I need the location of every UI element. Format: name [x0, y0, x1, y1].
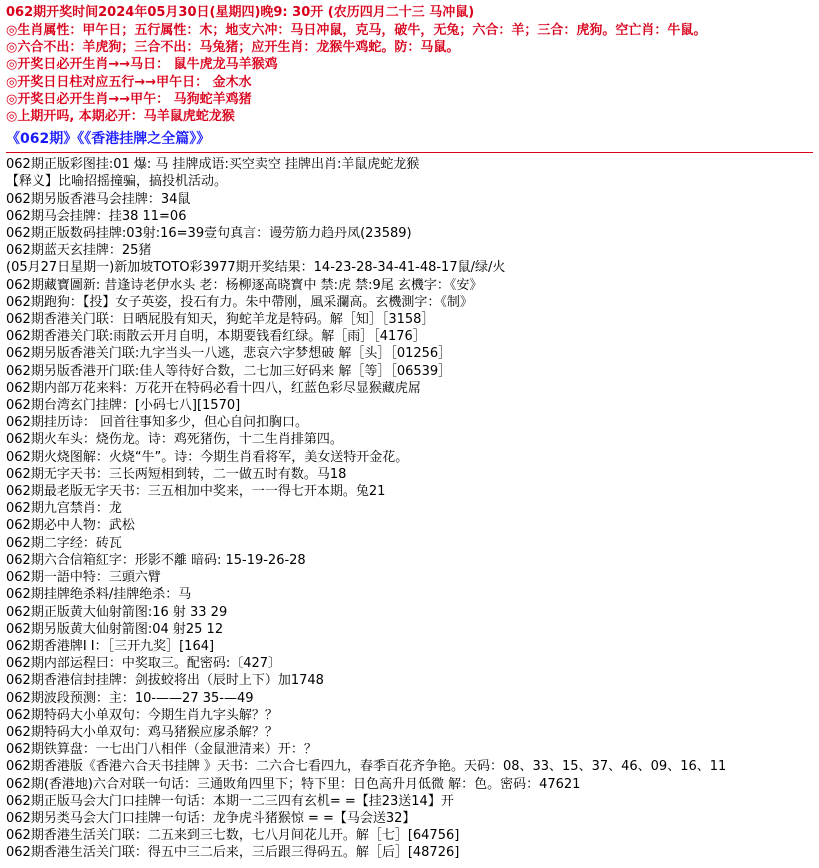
content-row: 062期另版香港关门联:九字当头一八逃，悲哀六字梦想破 解［头］［01256］: [6, 346, 452, 362]
content-row: 062期另类马会大门口挂牌一句话：龙争虎斗猪猴惊 = =【马会送32】: [6, 810, 416, 826]
content-row: 062期(香港地)六合对联一句话：三通敗角四里下；特下里：日色高升月低微 解：色。密码：47621: [6, 776, 581, 792]
content-row: 【释义】比喻招摇撞骗，搞投机活动。: [6, 174, 228, 190]
content-row: 062期蓝天玄挂牌：25猪: [6, 243, 152, 259]
content-row: 062期二字经：砖瓦: [6, 535, 122, 551]
content-row: 062期正版数码挂牌:03射:16=39壹句真言：谩劳筋力趋丹凤(23589): [6, 226, 412, 242]
content-row: 062期另版黄大仙射箭图:04 射25 12: [6, 621, 224, 637]
content-row: 062期台湾玄门挂牌：[小码七八][1570]: [6, 398, 241, 414]
page-title: 《062期》《《香港挂牌之全篇》》: [6, 131, 211, 148]
content-row: 062期六合信箱紅字：形影不離 暗码: 15-19-26-28: [6, 552, 306, 568]
content-row: 062期香港版《香港六合天书挂牌 》天书：二六合七看四九，春季百花齐争艳。天码：08、33、15、37、46、09、16、11: [6, 759, 727, 775]
content-row: 062期另版香港马会挂牌：34鼠: [6, 191, 191, 207]
content-row: 062期铁算盘：一七出门八相伴（金鼠泄清来）开：？: [6, 742, 317, 758]
header-attribute-line-4: ◎开奖日日柱对应五行→→甲午日： 金木水: [6, 74, 252, 90]
content-row: 062期无字天书：三长两短相到转，二一做五时有数。马18: [6, 466, 347, 482]
content-row: 062期正版彩图挂:01 爆: 马 挂牌成语:买空卖空 挂牌出肖:羊鼠虎蛇龙猴: [6, 157, 420, 173]
content-row: 062期内部万花来料：万花开在特码必看十四八，红蓝色彩尽显猴藏虎屌: [6, 380, 421, 396]
content-row: 062期一語中特：三頭六臂: [6, 570, 161, 586]
content-row: (05月27日星期一)新加坡TOTO彩3977期开奖结果：14-23-28-34-41-48-17鼠/绿/火: [6, 260, 506, 276]
content-row: 062期香港生活关门联：二五来到三七数，七八月间花儿开。解［七］[64756]: [6, 828, 460, 844]
divider: [6, 152, 813, 153]
header-attribute-line-2: ◎六合不出：羊虎狗；三合不出：马兔猪；应开生肖：龙猴牛鸡蛇。防：马鼠。: [6, 40, 460, 56]
content-row: 062期火烧图解：火烧“牛”。诗：今期生肖看将军，美女送特开金花。: [6, 449, 409, 465]
content-row: 062期香港关门联：日晒屁股有知天，狗蛇羊龙是特码。解［知］［3158］: [6, 312, 435, 328]
content-row: 062期香港生活关门联：得五中三二后来，三后跟三得码五。解［后］[48726]: [6, 845, 460, 861]
content-row: 062期波段预测：主：10-——27 35-—49: [6, 690, 254, 706]
header-draw-time: 062期开奖时间2024年05月30日(星期四)晚9: 30开 (农历四月二十三 马冲鼠): [6, 5, 475, 20]
content-row: 062期香港关门联:雨散云开月自明，本期要钱看红绿。解［雨］［4176］: [6, 329, 426, 345]
content-row: 062期正版马会大门口挂牌一句话：本期一二三四有玄机= =【挂23送14】开: [6, 793, 454, 809]
content-row: 062期挂历诗： 回首往事知多少，但心自问扣胸口。: [6, 415, 308, 431]
content-row: 062期最老版无字天书：三五相加中奖来，一一得七开本期。兔21: [6, 484, 386, 500]
content-row: 062期特码大小单双句：今期生肖九字头解？？: [6, 707, 278, 723]
content-row: 062期跑狗：【投】女子英姿，投石有力。朱中帶刚，風采瀾高。玄機測字：《制》: [6, 294, 473, 310]
content-row: 062期火车头：烧伤龙。诗：鸡死猪伤，十二生肖排第四。: [6, 432, 343, 448]
content-row: 062期另版香港开门联:佳人等待好合数，二七加三好码来 解［等］［06539］: [6, 363, 452, 379]
content-rows: [6, 156, 813, 861]
content-row: 062期特码大小单双句：鸡马猪猴应扅杀解？？: [6, 724, 278, 740]
content-row: 062期内部运程曰：中奖取三。配密码:〔427〕: [6, 656, 282, 672]
header-attribute-line-3: ◎开奖日必开生肖→→马日： 鼠牛虎龙马羊猴鸡: [6, 57, 278, 73]
content-row: 062期挂牌绝杀料/挂牌绝杀：马: [6, 587, 192, 603]
header-attribute-line-6: ◎上期开吗, 本期必开：马羊鼠虎蛇龙猴: [6, 109, 235, 125]
content-row: 062期马会挂牌：挂38 11=06: [6, 208, 187, 224]
content-row: 062期香港信封挂牌：剑拔蛟将出（辰时上下）加1748: [6, 673, 324, 689]
content-row: 062期藏寶圖新: 昔逢诗老伊水头 老：杨柳逐高晓寳中 禁:虎 禁:9尾 玄機字：《安》: [6, 277, 483, 293]
header-attribute-line-5: ◎开奖日必开生肖→→甲午： 马狗蛇羊鸡猪: [6, 91, 252, 107]
content-row: 062期必中人物：武松: [6, 518, 135, 534]
content-row: 062期正版黄大仙射箭图:16 射 33 29: [6, 604, 228, 620]
content-row: 062期香港牌I I：［三开九奖］[164]: [6, 638, 215, 654]
content-row: 062期九宫禁肖：龙: [6, 501, 122, 517]
header-attribute-line-1: ◎生肖属性：甲午日；五行属性：木；地支六冲：马日冲鼠，克马，破牛，无兔；六合：羊；三合：虎狗。空亡肖：牛鼠。: [6, 23, 707, 38]
